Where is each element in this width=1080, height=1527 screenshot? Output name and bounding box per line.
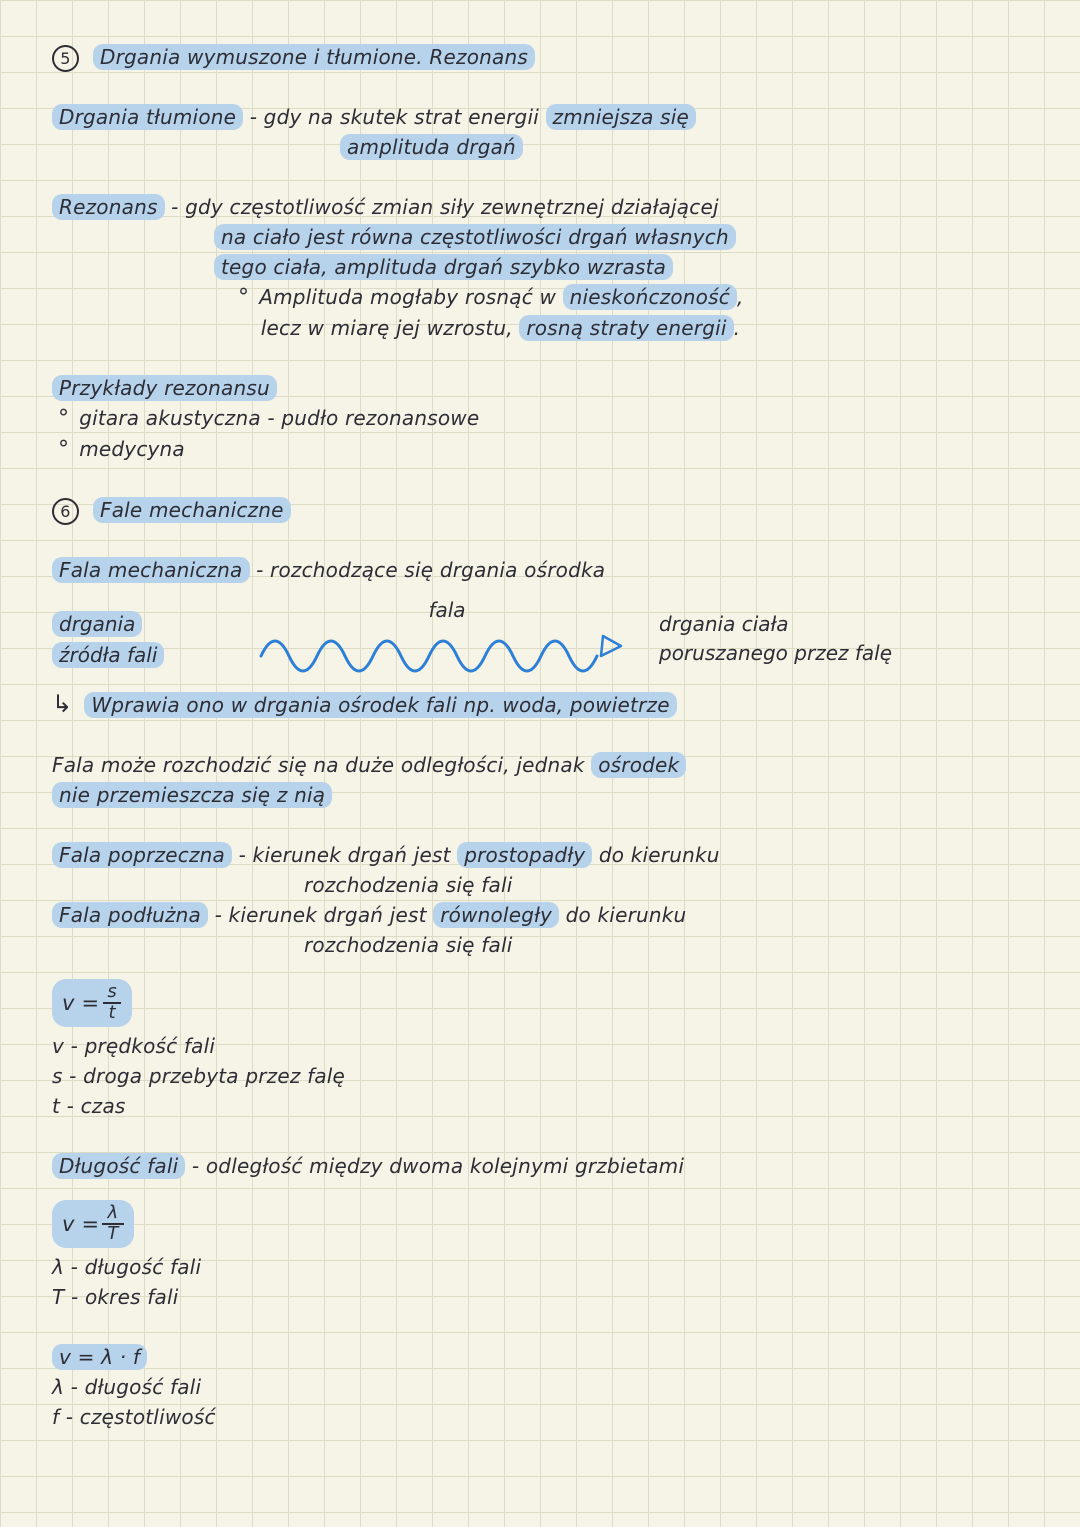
text-segment: , — [736, 285, 744, 309]
formula-line — [52, 975, 1052, 1031]
text-segment: f - częstotliwość — [52, 1405, 216, 1429]
note-line — [52, 1402, 1052, 1432]
note-line — [52, 840, 1052, 870]
note-line — [52, 192, 1052, 222]
fraction — [102, 983, 122, 1023]
text-segment: do kierunku — [559, 903, 687, 927]
note-line — [52, 1282, 1052, 1312]
text-segment: - gdy na skutek strat energii — [243, 105, 546, 129]
note-line — [52, 1252, 1052, 1282]
text-segment: λ - długość fali — [52, 1255, 202, 1279]
highlighted-text: Drgania tłumione — [52, 104, 243, 130]
diagram-source-labels — [52, 611, 247, 668]
diagram-label-wave: fala — [428, 598, 466, 622]
circled-number: 5 — [52, 45, 79, 72]
text-segment: . — [733, 316, 741, 340]
text-segment: v - prędkość fali — [52, 1034, 216, 1058]
highlighted-text: tego ciała, amplituda drgań szybko wzrasta — [214, 254, 673, 280]
highlighted-formula — [52, 1200, 134, 1248]
note-line — [52, 930, 1052, 960]
text-segment: - rozchodzące się drgania ośrodka — [249, 558, 606, 582]
note-line — [52, 1031, 1052, 1061]
highlighted-text: Wprawia ono w drgania ośrodek fali np. woda, powietrze — [84, 692, 676, 718]
text-segment: Amplituda mogłaby rosnąć w — [259, 285, 563, 309]
note-line — [52, 252, 1052, 282]
text-segment: - gdy częstotliwość zmian siły zewnętrznej działającej — [164, 195, 719, 219]
highlighted-text: Rezonans — [52, 194, 165, 220]
bullet-marker: ° — [58, 437, 70, 462]
text-segment: λ - długość fali — [52, 1375, 202, 1399]
diagram-label-source-line1: drgania — [52, 611, 142, 637]
note-line — [52, 1372, 1052, 1402]
highlighted-text: ośrodek — [591, 752, 686, 778]
note-line — [52, 555, 1052, 585]
highlighted-text: zmniejsza się — [546, 104, 697, 130]
text-segment: - odległość między dwoma kolejnymi grzbietami — [185, 1154, 685, 1178]
note-line — [52, 102, 1052, 132]
text-segment: rozchodzenia się fali — [304, 933, 513, 957]
text-segment: lecz w miarę jej wzrostu, — [260, 316, 520, 340]
text-segment: v = λ · f — [59, 1345, 141, 1369]
highlighted-text: Drgania wymuszone i tłumione. Rezonans — [93, 44, 535, 70]
diagram-label-body-line2: poruszanego przez falę — [659, 641, 893, 665]
diagram-label-source-line2: źródła fali — [52, 642, 164, 668]
fraction-part: λ — [107, 1202, 119, 1224]
text-segment: - kierunek drgań jest — [208, 903, 434, 927]
highlighted-formula — [52, 979, 132, 1027]
note-line — [52, 403, 1052, 434]
fraction — [102, 1204, 123, 1244]
highlighted-text: Przykłady rezonansu — [52, 375, 277, 401]
text-segment: v = — [62, 991, 100, 1015]
highlighted-text: Długość fali — [52, 1153, 185, 1179]
arrow-marker: ↳ — [52, 690, 73, 718]
note-line — [52, 42, 1052, 72]
note-line — [52, 132, 1052, 162]
wave-drawing-icon — [247, 618, 647, 680]
highlighted-formula — [52, 1344, 147, 1370]
text-segment: s - droga przebyta przez falę — [52, 1064, 346, 1088]
wave-path — [261, 641, 597, 671]
fraction-part: t — [103, 1002, 120, 1023]
diagram-label-body-line1: drgania ciała — [659, 612, 789, 636]
text-segment: rozchodzenia się fali — [304, 873, 513, 897]
bullet-marker: ° — [238, 285, 250, 310]
note-line — [52, 495, 1052, 525]
note-line — [52, 282, 1052, 313]
formula-line — [52, 1196, 1052, 1252]
note-line — [52, 1091, 1052, 1121]
text-segment: t - czas — [52, 1094, 126, 1118]
notes-section-bottom — [52, 689, 1052, 1432]
note-line — [52, 1151, 1052, 1181]
highlighted-text: Fala mechaniczna — [52, 557, 250, 583]
highlighted-text: równoległy — [433, 902, 559, 928]
diagram-wave-area — [247, 598, 647, 680]
text-segment: gitara akustyczna - pudło rezonansowe — [79, 406, 480, 430]
text-segment: Fala może rozchodzić się na duże odległości, jednak — [52, 753, 592, 777]
text-segment: v = — [62, 1212, 100, 1236]
text-segment: medycyna — [79, 437, 185, 461]
text-segment: do kierunku — [592, 843, 720, 867]
note-line — [52, 1342, 1052, 1372]
notes-section-top — [52, 42, 1052, 585]
highlighted-text: Fala poprzeczna — [52, 842, 232, 868]
wave-diagram — [52, 585, 1052, 689]
highlighted-text: prostopadły — [457, 842, 592, 868]
highlighted-text: amplituda drgań — [340, 134, 523, 160]
highlighted-text: na ciało jest równa częstotliwości drgań własnych — [214, 224, 736, 250]
highlighted-text: nie przemieszcza się z nią — [52, 782, 332, 808]
fraction-part: T — [102, 1223, 123, 1244]
note-line — [52, 900, 1052, 930]
note-line — [52, 750, 1052, 780]
bullet-marker: ° — [58, 406, 70, 431]
highlighted-text: Fale mechaniczne — [93, 497, 291, 523]
highlighted-text: nieskończoność — [563, 284, 737, 310]
note-line — [52, 373, 1052, 403]
highlighted-text: rosną straty energii — [519, 315, 733, 341]
circled-number: 6 — [52, 498, 79, 525]
text-segment: - kierunek drgań jest — [232, 843, 458, 867]
note-line — [52, 780, 1052, 810]
diagram-body-labels — [647, 610, 892, 668]
fraction-part: s — [107, 981, 117, 1003]
note-line — [52, 434, 1052, 465]
note-line — [52, 222, 1052, 252]
note-line — [52, 313, 1052, 343]
highlighted-text: Fala podłużna — [52, 902, 208, 928]
note-line — [52, 1061, 1052, 1091]
note-line — [52, 870, 1052, 900]
note-line — [52, 689, 1052, 720]
wave-arrowhead-icon — [601, 636, 621, 656]
text-segment: T - okres fali — [52, 1285, 179, 1309]
